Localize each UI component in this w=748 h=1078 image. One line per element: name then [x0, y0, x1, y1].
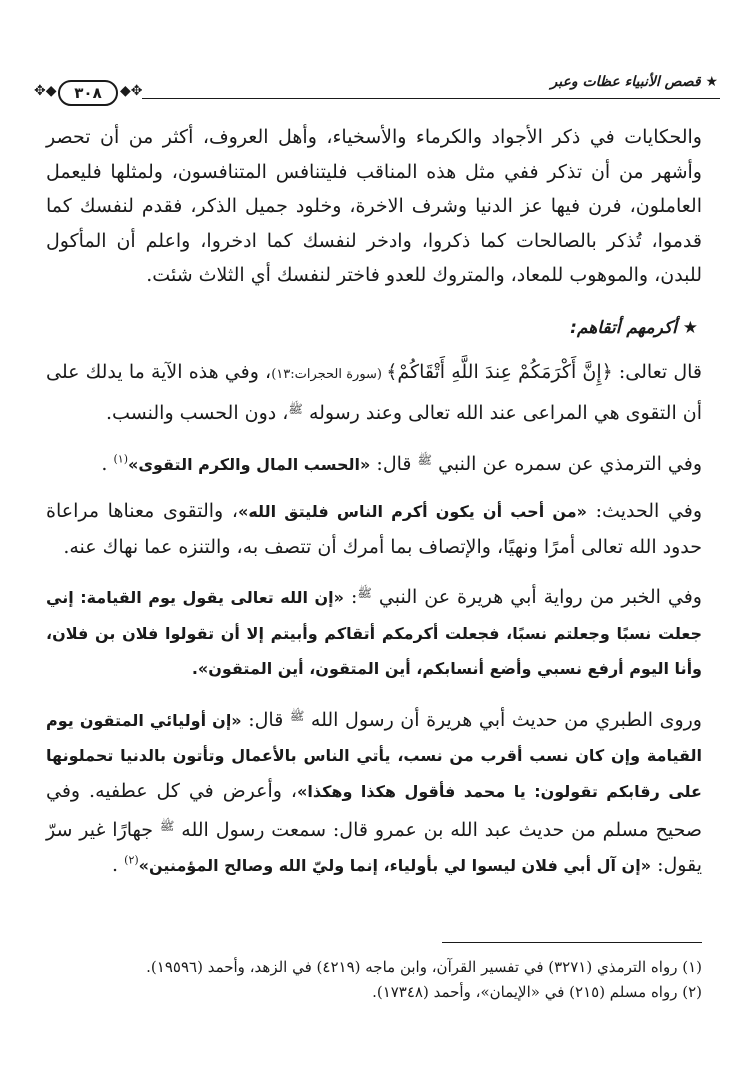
paragraph-5 — [46, 576, 702, 687]
page-content — [46, 120, 702, 883]
footnote-ref-2: (٢) — [124, 853, 139, 867]
salutation-icon: ﷺ — [289, 708, 305, 723]
p4-body: ، والتقوى معناها مراعاة حدود الله تعالى أمرًا ونهيًا، والإتصاف بما أمرك أن تتصف به، والتنزه عما نهاك عنه. — [46, 500, 702, 558]
footnote-ref-1: (١) — [113, 452, 128, 466]
paragraph-2 — [46, 355, 702, 431]
paragraph-1: والحكايات في ذكر الأجواد والكرماء والأسخياء، وأهل العروف، أكثر من أن تحصر وأشهر من أن تذكر ففي مثل هذه المناقب فليتنافس المتنافسون، ولمثلها فليعمل العاملون، فرن فيها عز الدنيا وشرف الاخرة، وخلود جميل الذكر، فقدم لنفسك كما قدموا، تُذكر بالصالحات كما ذكروا، وادخر لنفسك كما ادخروا، واعلم أن المأكول للبدن، والموهوب للمعاد، والمتروك للعدو فاختر لنفسك أي الثلاث شئت. — [46, 126, 702, 286]
p6-body-2: جهارًا غير سرّ يقول: — [46, 819, 702, 876]
p2-end: ، دون الحسب والنسب. — [106, 402, 289, 424]
page-header — [32, 72, 720, 106]
salutation-icon: ﷺ — [159, 819, 175, 833]
verse-reference: (سورة الحجرات:١٣) — [271, 366, 387, 382]
paragraph-6 — [46, 699, 702, 884]
p6-intro: وروى الطبري من حديث أبي هريرة أن رسول الله — [304, 708, 702, 731]
hadith-quote: «من أحب أن يكون أكرم الناس فليتق الله» — [238, 502, 587, 521]
book-title: ★ قصص الأنبياء عظات وعبر — [543, 74, 718, 90]
p6-end: . — [112, 853, 125, 876]
hadith-quote: «إن الله تعالى يقول يوم القيامة: إني جعلت نسبًا وجعلتم نسبًا، فجعلت أكرمكم أتقاكم وأبيتم إلا أن تقولوا فلان بن فلان، وأنا اليوم أرفع نسبي وأضع أنسابكم، أين المتقون، أين المتقون». — [46, 588, 702, 678]
p2-body: ، وفي هذه الآية ما يدلك على أن التقوى هي المراعى عند الله تعالى وعند رسوله — [46, 360, 702, 424]
hadith-quote: «الحسب المال والكرم التقوى» — [127, 454, 371, 474]
footnote-1: (١) رواه الترمذي (٣٢٧١) في تفسير القرآن، وابن ماجه (٤٢١٩) في الزهد، وأحمد (١٩٥٩٦). — [146, 958, 702, 976]
page-number: ٣٠٨ — [58, 80, 118, 106]
p5-colon: : — [344, 586, 358, 608]
p5-intro: وفي الخبر من رواية أبي هريرة عن النبي — [371, 586, 702, 608]
salutation-icon: ﷺ — [417, 452, 433, 467]
footnote-2: (٢) رواه مسلم (٢١٥) في «الإيمان»، وأحمد (١٧٣٤٨). — [372, 983, 702, 1001]
quran-verse: ﴿إِنَّ أَكْرَمَكُمْ عِندَ اللَّهِ أَتْقَاكُمْ﴾ — [386, 360, 613, 383]
hadith-quote: «إن آل أبي فلان ليسوا لي بأولياء، إنما وليّ الله وصالح المؤمنين» — [138, 855, 652, 875]
ornament-left-icon: ✥◆ — [34, 83, 57, 99]
paragraph-3 — [46, 443, 702, 483]
salutation-icon: ﷺ — [357, 586, 372, 600]
p6-body: ، وأعرض في كل عطفيه. وفي صحيح مسلم من حديث عبد الله بن عمرو قال: سمعت رسول الله — [46, 779, 703, 841]
hadith-quote: «إن أوليائي المتقون يوم القيامة وإن كان نسب أقرب من نسب، يأتي الناس بالأعمال وتأتون بالدنيا تحملونها على رقابكم تقولون: يا محمد فأقول هكذا وهكذا» — [46, 710, 702, 801]
ornament-right-icon: ◆✥ — [120, 83, 143, 99]
section-heading: ★ أكرمهم أتقاهم: — [570, 317, 698, 338]
page-number-badge — [32, 78, 142, 106]
salutation-icon: ﷺ — [288, 402, 303, 416]
p2-intro: قال تعالى: — [612, 360, 703, 383]
paragraph-4 — [46, 494, 702, 564]
p3-said: قال: — [370, 452, 418, 475]
p6-said: قال: — [241, 708, 290, 731]
footnotes — [46, 955, 702, 1005]
footnote-rule — [442, 942, 702, 943]
p4-intro: وفي الحديث: — [587, 500, 703, 522]
p3-end: . — [101, 452, 114, 475]
p3-intro: وفي الترمذي عن سمره عن النبي — [432, 452, 702, 475]
